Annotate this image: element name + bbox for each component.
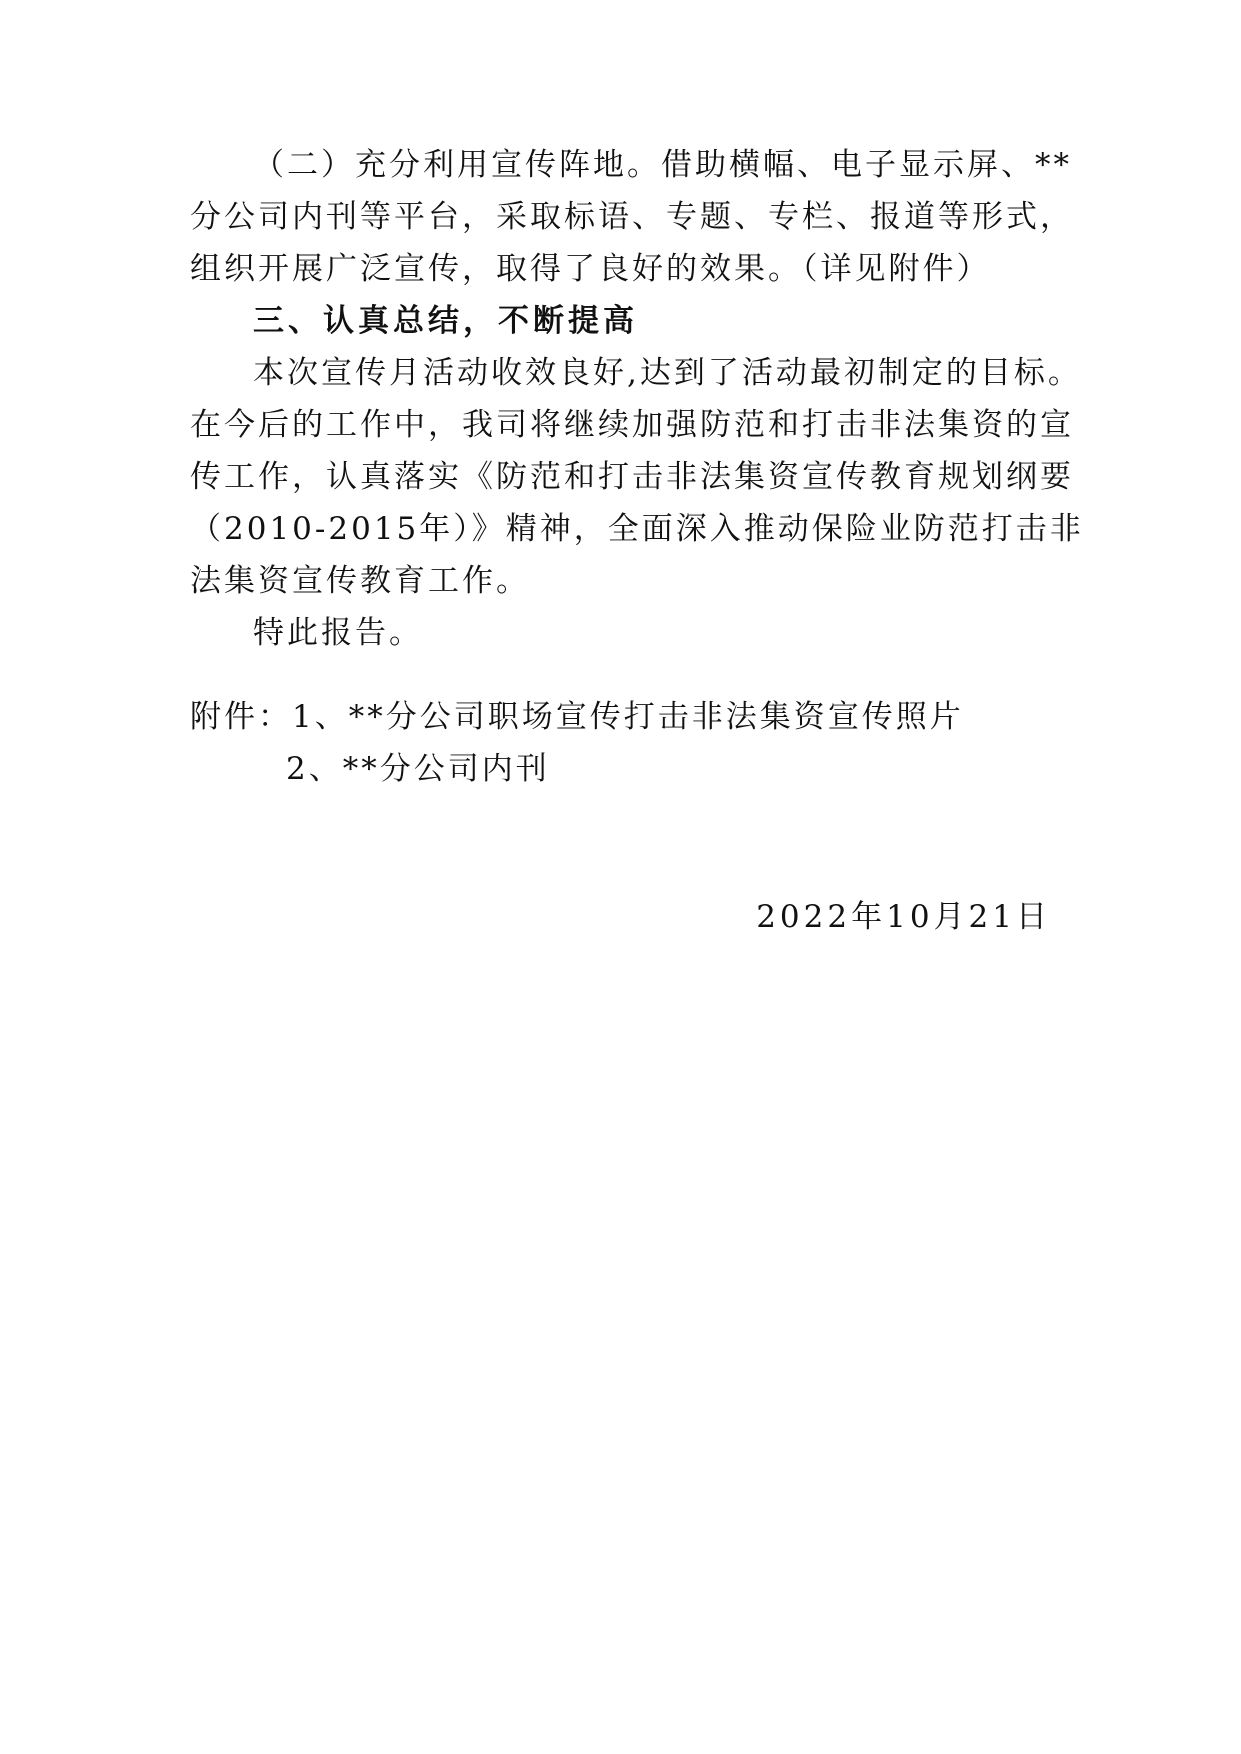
- paragraph-line: 传工作，认真落实《防范和打击非法集资宣传教育规划纲要: [190, 459, 1074, 495]
- attachment-item: 附件：1、**分公司职场宣传打击非法集资宣传照片: [190, 699, 964, 735]
- document-date: 2022年10月21日: [756, 899, 1051, 935]
- paragraph-line: （2010-2015年）》精神，全面深入推动保险业防范打击非: [190, 511, 1084, 547]
- paragraph-line: 组织开展广泛宣传，取得了良好的效果。（详见附件）: [190, 251, 991, 287]
- closing-statement: 特此报告。: [253, 615, 423, 651]
- attachment-item: 2、**分公司内刊: [286, 751, 550, 787]
- paragraph-line: （二）充分利用宣传阵地。借助横幅、电子显示屏、**: [253, 147, 1072, 183]
- paragraph-line: 法集资宣传教育工作。: [190, 563, 530, 599]
- section-heading: 三、认真总结，不断提高: [253, 303, 638, 339]
- paragraph-line: 本次宣传月活动收效良好,达到了活动最初制定的目标。: [253, 355, 1082, 391]
- paragraph-line: 分公司内刊等平台，采取标语、专题、专栏、报道等形式，: [190, 199, 1074, 235]
- paragraph-line: 在今后的工作中，我司将继续加强防范和打击非法集资的宣: [190, 407, 1074, 443]
